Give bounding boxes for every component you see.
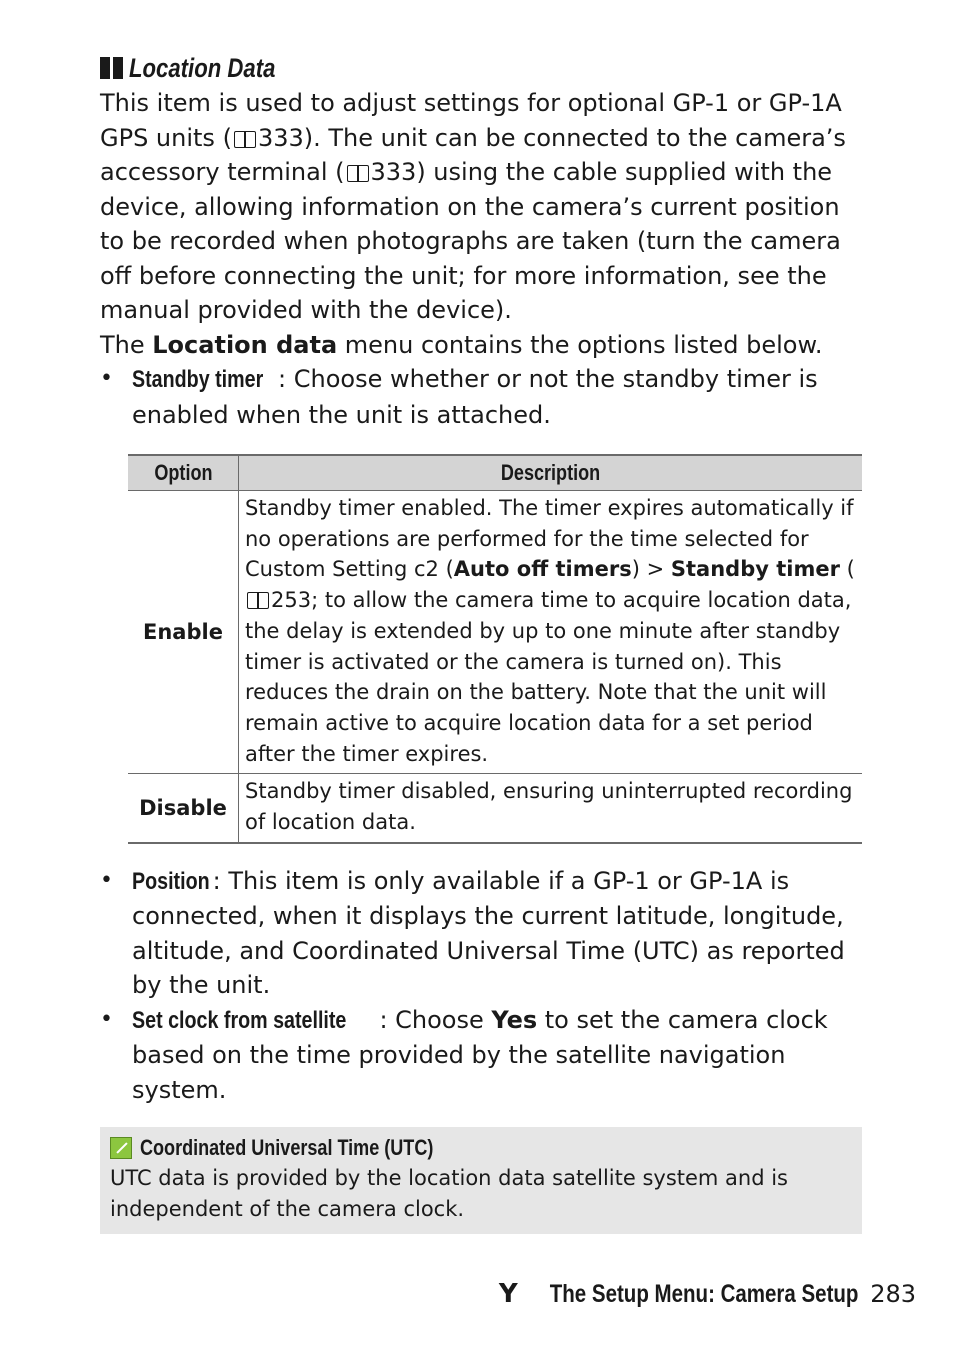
page-reference-icon <box>247 591 269 609</box>
page-reference: 333 <box>257 123 304 152</box>
header-description: Description <box>239 455 863 491</box>
wrench-icon: Y <box>498 1279 518 1309</box>
section-heading <box>100 50 860 86</box>
page-number: 283 <box>870 1280 916 1308</box>
options-list <box>100 362 860 432</box>
list-item-set-clock: • Set clock from satellite : Choose Yes to set the camera clock based on the time provided by the satellite navigation system. <box>100 1003 860 1108</box>
menu-intro-paragraph: The Location data menu contains the options listed below. <box>100 330 823 359</box>
page-content <box>100 50 860 1234</box>
item-term: Position <box>132 867 210 895</box>
page-reference-icon <box>347 164 369 182</box>
page-footer <box>499 1276 916 1312</box>
item-term: Standby timer <box>132 366 264 393</box>
table-header-row <box>128 455 862 491</box>
note-title: Coordinated Universal Time (UTC) <box>140 1135 434 1161</box>
options-list-continued <box>100 864 860 1108</box>
options-table <box>128 454 862 844</box>
section-title: Location Data <box>129 52 276 83</box>
note-box <box>100 1127 862 1234</box>
header-option: Option <box>128 455 239 491</box>
pencil-note-icon <box>110 1137 132 1159</box>
page-reference-icon <box>234 130 256 148</box>
note-heading <box>110 1133 852 1163</box>
list-item-standby-timer: • Standby timer : Choose whether or not the standby timer is enabled when the unit is attached. <box>100 362 860 432</box>
item-term: Set clock from satellite <box>132 1006 347 1034</box>
menu-name: Location data <box>152 330 338 359</box>
list-item-position: • Position : This item is only available if a GP-1 or GP-1A is connected, when it displays the current latitude, longitude, altitude, and Coordinated Universal Time (UTC) as reported by the unit. <box>100 864 860 1003</box>
option-enable: Enable <box>128 491 239 774</box>
intro-paragraph: This item is used to adjust settings for optional GP-1 or GP-1A GPS units ( 333). The unit can be connected to the camera’s accessory terminal ( 333) using the cable supplied with the device, allowing information on the camera’s current position to be recorded when photographs are taken (turn the camera off before connecting the unit; for more information, see the manual provided with the device). <box>100 89 846 324</box>
table-row <box>128 491 862 774</box>
description-enable: Standby timer enabled. The timer expires automatically if no operations are performed for the time selected for Custom Setting c2 (Auto off timers) > Standby timer (253; to allow the camera time to acquire location data, the delay is extended by up to one minute after standby timer is activated or the camera is turned on). This reduces the drain on the battery. Note that the unit will remain active to acquire location data for a set period after the timer expires. <box>239 491 863 774</box>
table-row <box>128 774 862 843</box>
page-reference: 333 <box>370 158 417 186</box>
option-disable: Disable <box>128 774 239 843</box>
note-text: UTC data is provided by the location data satellite system and is independent of the camera clock. <box>110 1166 788 1221</box>
page-reference: 253 <box>271 588 312 613</box>
description-disable: Standby timer disabled, ensuring uninterrupted recording of location data. <box>239 774 863 843</box>
footer-section-title: The Setup Menu: Camera Setup <box>549 1279 859 1308</box>
heading-marker-icon <box>100 57 123 79</box>
